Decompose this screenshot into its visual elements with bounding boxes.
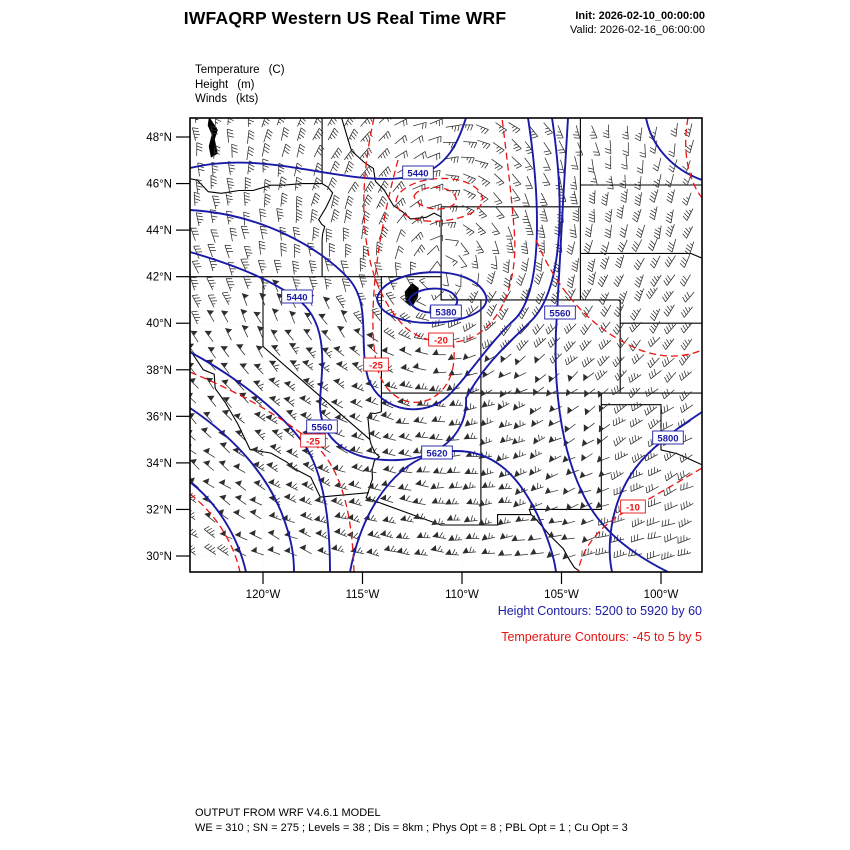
run-info xyxy=(570,10,705,37)
page-title: IWFAQRP Western US Real Time WRF xyxy=(183,8,507,28)
lon-tick-label: 115°W xyxy=(345,589,380,601)
variable-temperature: Temperature (C) xyxy=(195,64,285,76)
temperature-contour-label: -10 xyxy=(626,502,640,514)
height-contour-label: 5800 xyxy=(657,433,679,445)
lon-tick-label: 120°W xyxy=(245,589,281,601)
footer-model-line: OUTPUT FROM WRF V4.6.1 MODEL xyxy=(195,807,381,819)
lat-tick-label: 46°N xyxy=(146,178,172,191)
variable-winds: Winds (kts) xyxy=(195,93,259,105)
lat-tick-label: 40°N xyxy=(146,318,172,331)
lat-tick-label: 48°N xyxy=(146,132,172,144)
height-contour-label: 5560 xyxy=(549,308,571,320)
height-contour-label: 5380 xyxy=(435,307,457,319)
lat-tick-label: 30°N xyxy=(146,551,172,564)
height-contour-label: 5440 xyxy=(407,168,429,180)
variable-height: Height (m) xyxy=(195,78,255,91)
temperature-contour-label: -20 xyxy=(434,335,448,347)
lon-tick-label: 100°W xyxy=(643,589,679,601)
lat-tick-label: 38°N xyxy=(146,364,172,377)
temperature-contour-label: -25 xyxy=(369,360,383,372)
init-time: Init: 2026-02-10_00:00:00 xyxy=(575,10,705,22)
height-contour-label: 5560 xyxy=(311,422,333,434)
lat-tick-label: 44°N xyxy=(146,225,172,238)
lon-tick-label: 110°W xyxy=(445,589,479,601)
height-contour-label: 5620 xyxy=(426,448,448,460)
lat-tick-label: 36°N xyxy=(146,411,172,424)
variable-legend xyxy=(195,63,285,107)
valid-time: Valid: 2026-02-16_06:00:00 xyxy=(570,23,705,36)
contour-label-layer xyxy=(282,166,684,514)
temperature-contour-legend: Temperature Contours: -45 to 5 by 5 xyxy=(501,630,702,644)
model-footer xyxy=(195,806,628,835)
height-contour-label: 5440 xyxy=(286,292,308,304)
lat-tick-label: 42°N xyxy=(146,271,172,284)
height-contour-legend: Height Contours: 5200 to 5920 by 60 xyxy=(497,604,702,618)
lat-tick-label: 34°N xyxy=(146,457,172,470)
lat-tick-label: 32°N xyxy=(146,504,172,517)
footer-config-line: WE = 310 ; SN = 275 ; Levels = 38 ; Dis = 8km ; Phys Opt = 8 ; PBL Opt = 1 ; Cu Opt = 3 xyxy=(195,821,628,834)
lon-tick-label: 105°W xyxy=(544,589,579,601)
temperature-contour-label: -25 xyxy=(306,436,320,448)
